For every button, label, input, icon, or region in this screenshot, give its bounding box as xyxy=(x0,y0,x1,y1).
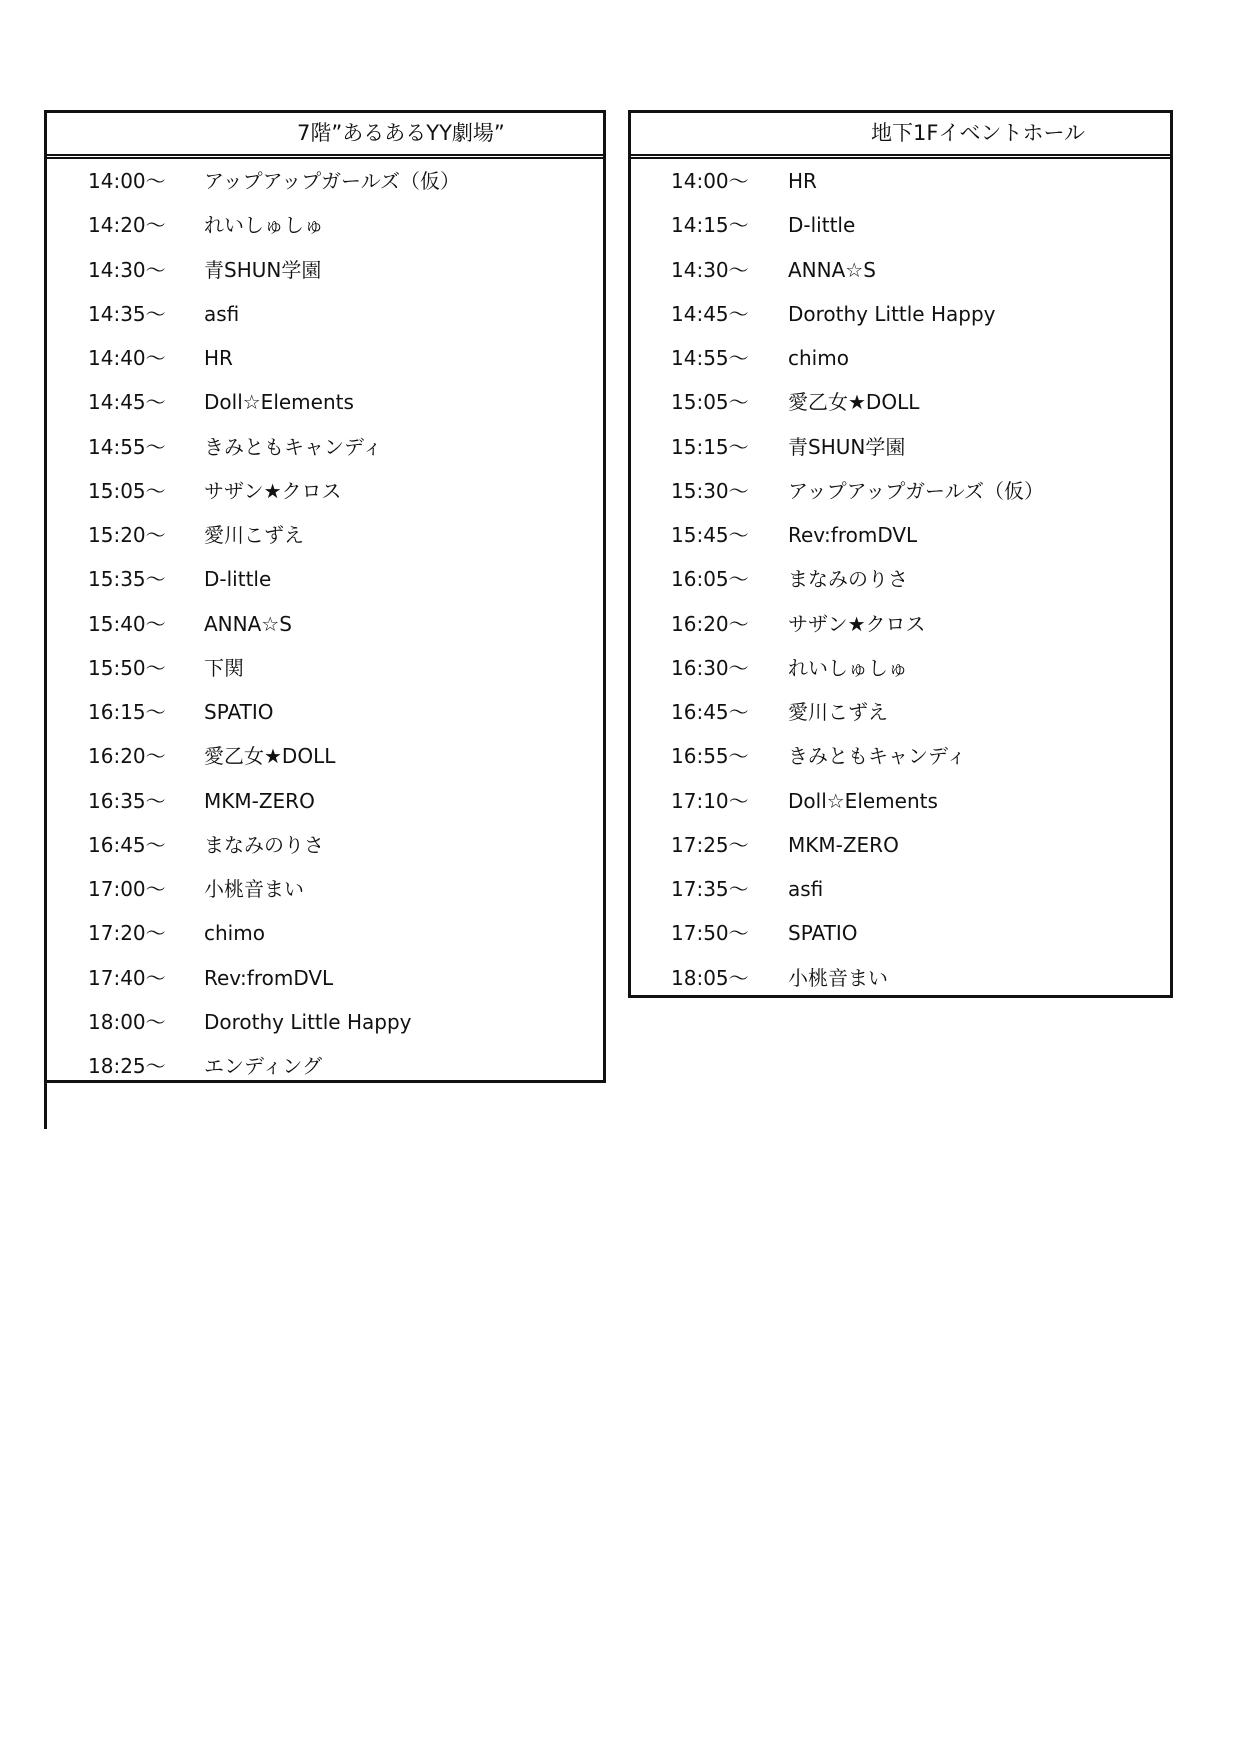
time-slot: 17:00～ xyxy=(88,877,166,901)
performer-name: 愛川こずえ xyxy=(204,523,304,547)
schedule-rows xyxy=(631,159,1170,1000)
time-slot: 14:45～ xyxy=(671,301,749,326)
table-row xyxy=(631,469,1170,513)
time-slot: 16:45～ xyxy=(671,700,749,724)
time-slot: 15:45～ xyxy=(671,523,749,547)
table-row xyxy=(47,779,603,823)
time-slot: 15:05～ xyxy=(88,478,166,503)
time-slot: 15:05～ xyxy=(671,390,749,415)
table-row xyxy=(631,956,1170,1000)
time-slot: 14:00～ xyxy=(88,169,166,193)
performer-name: ANNA☆S xyxy=(788,257,876,282)
performer-name: きみともキャンディ xyxy=(204,434,383,459)
performer-name: 小桃音まい xyxy=(204,877,304,901)
performer-name: SPATIO xyxy=(204,700,274,724)
table-row xyxy=(47,203,603,247)
performer-name: 愛乙女★DOLL xyxy=(788,390,920,415)
performer-name: 小桃音まい xyxy=(788,965,888,990)
table-row xyxy=(631,336,1170,380)
time-slot: 14:20～ xyxy=(88,213,166,238)
performer-name: まなみのりさ xyxy=(204,832,324,857)
table-row xyxy=(47,159,603,203)
performer-name: D-little xyxy=(204,567,272,592)
time-slot: 15:20～ xyxy=(88,523,166,547)
table-row xyxy=(47,469,603,513)
time-slot: 14:40～ xyxy=(88,346,166,370)
performer-name: ANNA☆S xyxy=(204,611,292,636)
schedule-table-b1-event-hall xyxy=(628,110,1173,998)
table-row xyxy=(47,911,603,955)
time-slot: 16:15～ xyxy=(88,700,166,724)
time-slot: 14:15～ xyxy=(671,213,749,238)
performer-name: Dorothy Little Happy xyxy=(204,1009,412,1034)
table-row xyxy=(47,1044,603,1088)
time-slot: 17:20～ xyxy=(88,921,166,946)
performer-name: サザン★クロス xyxy=(204,478,342,503)
time-slot: 17:10～ xyxy=(671,788,749,813)
performer-name: Doll☆Elements xyxy=(204,390,354,415)
table-row xyxy=(631,557,1170,601)
performer-name: 愛川こずえ xyxy=(788,700,888,724)
time-slot: 16:05～ xyxy=(671,567,749,592)
time-slot: 15:35～ xyxy=(88,567,166,592)
performer-name: D-little xyxy=(788,213,856,238)
table-row xyxy=(47,425,603,469)
performer-name: chimo xyxy=(204,921,265,946)
time-slot: 16:30～ xyxy=(671,655,749,680)
time-slot: 16:45～ xyxy=(88,832,166,857)
time-slot: 14:00～ xyxy=(671,169,749,193)
performer-name: アップアップガールズ（仮） xyxy=(204,169,460,193)
table-row xyxy=(631,159,1170,203)
table-row xyxy=(631,425,1170,469)
time-slot: 18:00～ xyxy=(88,1009,166,1034)
time-slot: 16:20～ xyxy=(671,611,749,636)
table-row xyxy=(47,380,603,424)
performer-name: 愛乙女★DOLL xyxy=(204,744,336,769)
time-slot: 17:25～ xyxy=(671,832,749,857)
time-slot: 18:05～ xyxy=(671,965,749,990)
table-row xyxy=(47,734,603,778)
table-header xyxy=(631,113,1170,159)
time-slot: 14:30～ xyxy=(88,257,166,282)
performer-name: サザン★クロス xyxy=(788,611,926,636)
performer-name: Dorothy Little Happy xyxy=(788,301,996,326)
time-slot: 14:35～ xyxy=(88,301,166,326)
performer-name: 下関 xyxy=(204,655,244,680)
time-slot: 14:55～ xyxy=(88,434,166,459)
table-row xyxy=(631,513,1170,557)
table-row xyxy=(631,690,1170,734)
performer-name: れいしゅしゅ xyxy=(788,655,908,680)
table-row xyxy=(631,823,1170,867)
performer-name: chimo xyxy=(788,346,849,370)
performer-name: Doll☆Elements xyxy=(788,788,938,813)
table-row xyxy=(47,646,603,690)
table-row xyxy=(47,867,603,911)
performer-name: asfi xyxy=(788,877,824,901)
table-row xyxy=(47,602,603,646)
performer-name: アップアップガールズ（仮） xyxy=(788,478,1044,503)
performer-name: エンディング xyxy=(204,1054,322,1078)
table-row xyxy=(631,779,1170,823)
table-row xyxy=(631,203,1170,247)
performer-name: 青SHUN学園 xyxy=(204,257,322,282)
time-slot: 14:55～ xyxy=(671,346,749,370)
table-row xyxy=(631,248,1170,292)
time-slot: 15:40～ xyxy=(88,611,166,636)
performer-name: SPATIO xyxy=(788,921,858,946)
performer-name: 青SHUN学園 xyxy=(788,434,906,459)
table-row xyxy=(631,646,1170,690)
table-row xyxy=(47,513,603,557)
table-row xyxy=(47,557,603,601)
table-row xyxy=(631,292,1170,336)
table-row xyxy=(631,602,1170,646)
performer-name: Rev:fromDVL xyxy=(204,965,334,990)
time-slot: 16:35～ xyxy=(88,788,166,813)
time-slot: 18:25～ xyxy=(88,1054,166,1078)
time-slot: 14:45～ xyxy=(88,390,166,415)
performer-name: れいしゅしゅ xyxy=(204,213,324,238)
performer-name: HR xyxy=(788,169,817,193)
time-slot: 17:40～ xyxy=(88,965,166,990)
table-row xyxy=(47,292,603,336)
table-row xyxy=(47,336,603,380)
table-row xyxy=(47,956,603,1000)
table-title: 地下1Fイベントホール xyxy=(871,121,1086,145)
performer-name: Rev:fromDVL xyxy=(788,523,918,547)
table-row xyxy=(47,823,603,867)
table-header xyxy=(47,113,603,159)
table-row xyxy=(631,867,1170,911)
time-slot: 15:30～ xyxy=(671,478,749,503)
time-slot: 16:55～ xyxy=(671,744,749,769)
table-row xyxy=(631,911,1170,955)
time-slot: 16:20～ xyxy=(88,744,166,769)
time-slot: 14:30～ xyxy=(671,257,749,282)
table-row xyxy=(631,380,1170,424)
table-title: 7階”あるあるYY劇場” xyxy=(297,121,505,145)
time-slot: 17:35～ xyxy=(671,877,749,901)
performer-name: asfi xyxy=(204,301,240,326)
performer-name: HR xyxy=(204,346,233,370)
time-slot: 15:15～ xyxy=(671,434,749,459)
performer-name: MKM-ZERO xyxy=(204,788,315,813)
table-row xyxy=(47,690,603,734)
time-slot: 15:50～ xyxy=(88,655,166,680)
table-row xyxy=(47,1000,603,1044)
schedule-table-7f-theater xyxy=(44,110,606,1083)
performer-name: まなみのりさ xyxy=(788,567,908,592)
table-border-stub xyxy=(44,1083,47,1129)
schedule-rows xyxy=(47,159,603,1088)
performer-name: MKM-ZERO xyxy=(788,832,899,857)
performer-name: きみともキャンディ xyxy=(788,744,967,769)
table-row xyxy=(47,248,603,292)
time-slot: 17:50～ xyxy=(671,921,749,946)
table-row xyxy=(631,734,1170,778)
